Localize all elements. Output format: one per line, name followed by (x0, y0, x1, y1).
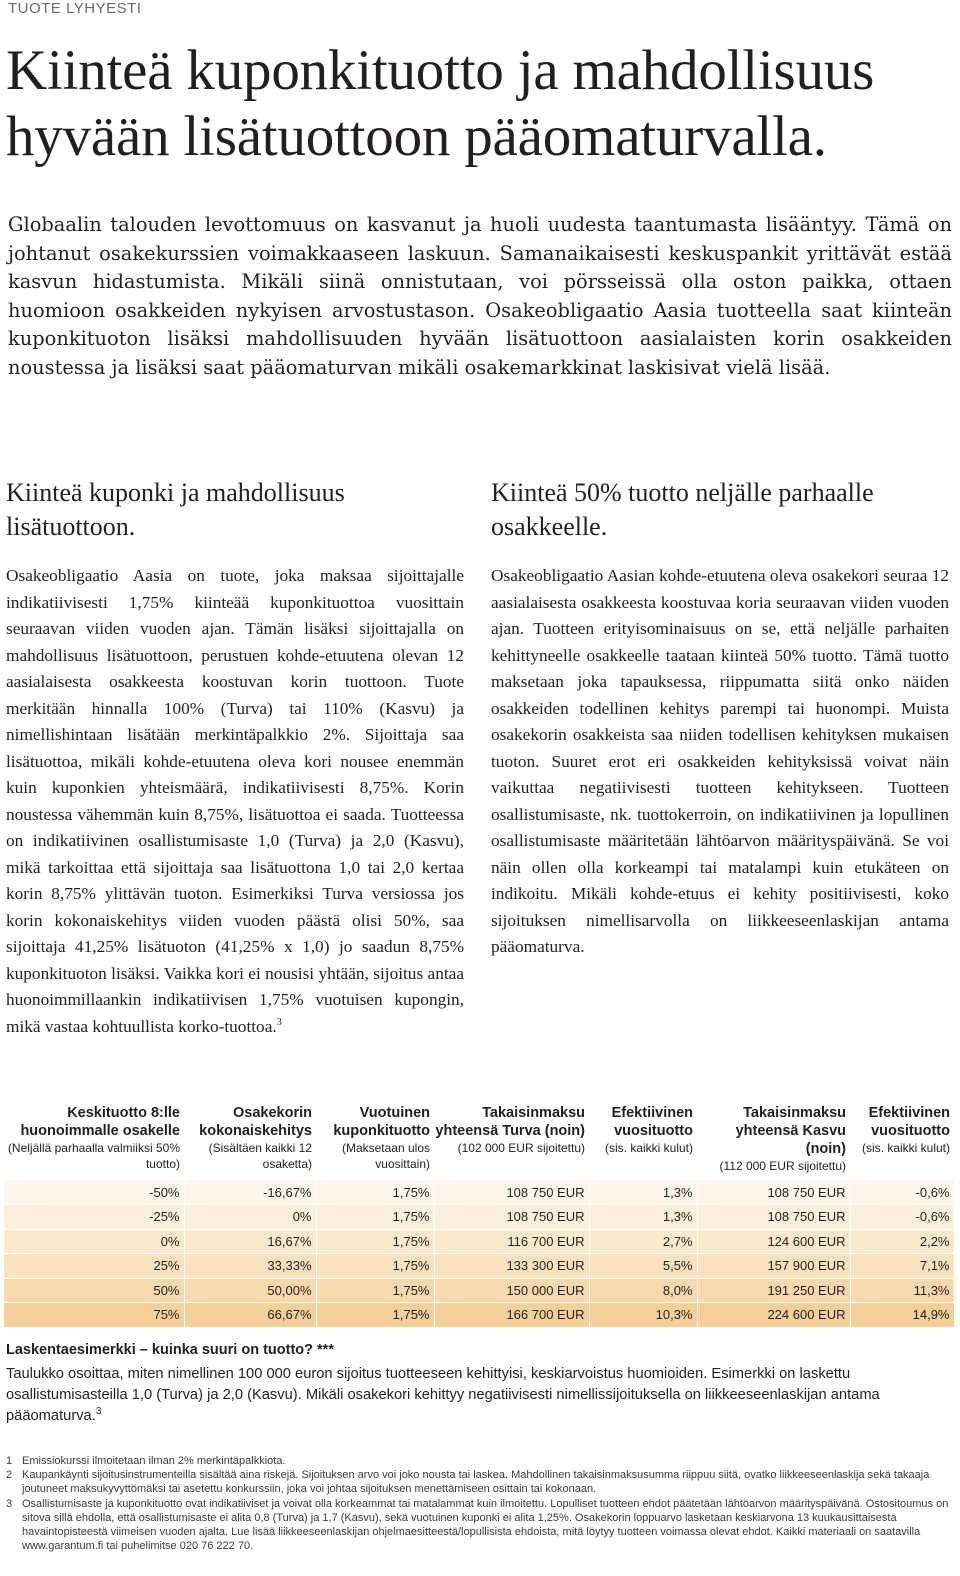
column-header-subtitle: (Maksetaan ulos vuosittain) (341, 1141, 430, 1171)
table-cell: 0% (4, 1229, 184, 1254)
right-column (491, 476, 949, 961)
table-cell: 11,3% (850, 1278, 954, 1303)
table-header (4, 1104, 954, 1180)
table-cell: 10,3% (589, 1303, 697, 1328)
table-header-row (4, 1104, 954, 1180)
column-header (434, 1104, 589, 1180)
column-header-subtitle: (112 000 EUR sijoitettu) (719, 1159, 846, 1173)
footnote-text: Osallistumisaste ja kuponkituotto ovat indikatiiviset ja voivat olla korkeammat tai matalammat kuin ilmoitettu. Lopulliset tuotteen ehdot päätetään lähtöarvon määrityspäivänä. Ostositoumus on sitova sillä ehdolla, että osallistumisaste ei alita 0,8 (Turva) ja 1,7 (Kasvu), sekä vuotuinen kuponki ei alita 1,25%. Osakekorin loppuarvo lasketaan keskiarvona 13 kuukausittaisesta havaintopisteestä viimeisen vuoden ajalta. Lue lisää liikkeeseenlaskijan ohjelmaesitteestä/lopullisista ehdoista, mitä löytyy tuotteen voimassa olevat ehdot. Kaikki materiaali on saatavilla www.garantum.fi tai puhelimitse 020 76 222 70. (22, 1497, 949, 1553)
footnote-number: 1 (6, 1455, 13, 1467)
column-header-subtitle: (Sisältäen kaikki 12 osaketta) (208, 1141, 312, 1171)
table-cell: 7,1% (850, 1254, 954, 1279)
column-header-title: Efektiivinen vuosituotto (611, 1105, 693, 1139)
table-body (4, 1180, 954, 1327)
column-header (184, 1104, 316, 1180)
table-cell: 1,75% (316, 1254, 434, 1279)
column-header (697, 1104, 850, 1180)
return-table-grid (4, 1104, 955, 1328)
column-header-title: Keskituotto 8:lle huonoimmalle osakelle (20, 1105, 180, 1139)
table-cell: 50% (4, 1278, 184, 1303)
footnote-number: 2 (6, 1469, 13, 1482)
intro-paragraph: Globaalin talouden levottomuus on kasvanut ja huoli uudesta taantumasta lisääntyy. Tämä on johtanut osakekurssien voimakkaaseen laskuun. Samanaikaisesti keskuspankit yrittävät estää kasvun hidastumista. Mikäli siinä onnistutaan, voi pörsseissä olla oston paikka, ottaen huomioon osakkeiden nykyisen arvostustason. Osakeobligaatio Aasia tuotteella saat kiinteän kuponkituoton lisäksi mahdollisuuden hyvään lisätuottoon aasialaisten korin osakkeiden noustessa ja lisäksi saat pääomaturvan mikäli osakemarkkinat laskisivat vielä lisää. (8, 213, 952, 379)
column-header (4, 1104, 184, 1180)
column-header-subtitle: (sis. kaikki kulut) (861, 1141, 950, 1155)
column-header (589, 1104, 697, 1180)
table-cell: 166 700 EUR (434, 1303, 589, 1328)
right-column-heading: Kiinteä 50% tuotto neljälle parhaalle osakkeelle. (491, 478, 874, 541)
table-cell: 1,3% (589, 1180, 697, 1205)
calculation-footnote-ref: 3 (95, 1406, 102, 1418)
table-cell: 157 900 EUR (697, 1254, 850, 1279)
calculation-text: Taulukko osoittaa, miten nimellinen 100 000 euron sijoitus tuotteeseen kehittyisi, keskiarvoistus huomioiden. Esimerkki on laskettu osallistumisasteilla 1,0 (Turva) ja 2,0 (Kasvu). Mikäli osakekori kehittyy negatiivisesti nimellissijoituksella on liikkeeseenlaskijan antama pääomaturva. (6, 1366, 880, 1424)
table-cell: 1,3% (589, 1205, 697, 1230)
right-column-body: Osakeobligaatio Aasian kohde-etuutena oleva osakekori seuraa 12 aasialaisesta osakkeesta koostuvaa koria seuraavan viiden vuoden ajan. Tuotteen erityisominaisuus on se, että neljälle parhaiten kehittyneelle osakkeelle taataan kiinteä 50% tuotto. Tämä tuotto maksetaan joka tapauksessa, riippumatta siitä onko näiden osakkeiden todellinen kehitys parempi tai huonompi. Muista osakekorin osakkeista saa niiden todellisen kehityksen mukaisen tuoton. Suuret erot eri osakkeiden kehityksissä voivat näin vaikuttaa negatiivisesti tuotteen kehitykseen. Tuotteen osallistumisaste, nk. tuottokerroin, on indikatiivinen ja lopullinen osallistumisaste määritetään lähtöarvon määrityspäivänä. Se voi näin ollen olla korkeampi tai matalampi kuin etukäteen on indikoitu. Mikäli kohde-etuus ei kehity positiivisesti, koko sijoituksen nimellisarvolla on liikkeeseenlaskijan antama pääomaturva. (491, 566, 949, 956)
left-column-text: Osakeobligaatio Aasia on tuote, joka maksaa sijoittajalle indikatiivisesti 1,75% kiinteää kuponkituottoa vuosittain seuraavan viiden vuoden ajan. Tämän lisäksi sijoittajalla on mahdollisuus lisätuottoon, perustuen kohde-etuutena olevan 12 aasialaisesta osakkeesta koostuvan korin tuottoon. Tuote merkitään hinnalla 100% (Turva) tai 110% (Kasvu) ja nimellishintaan lisätään merkintäpalkkio 2%. Sijoittaja saa lisätuottoa, mikäli kohde-etuutena oleva kori nousee enemmän kuin kuponkien yhteismäärä, indikatiivisesti 8,75%. Korin noustessa vähemmän kuin 8,75%, lisätuottoa ei saada. Tuotteessa on indikatiivinen osallistumisaste 1,0 (Turva) ja 2,0 (Kasvu), mikä tarkoittaa että sijoittaja saa lisätuottona 1,0 tai 2,0 kertaa korin 8,75% ylittävän tuoton. Esimerkiksi Turva versiossa jos korin kokonaiskehitys viiden vuoden päästä olisi 50%, saa sijoittaja 41,25% lisätuoton (41,25% x 1,0) jo saadun 8,75% kuponkituoton lisäksi. Vaikka kori ei nousisi yhtään, sijoitus antaa huonoimmillaankin indikatiivisen 1,75% vuotuisen kupongin, mikä vastaa kohtuullista korko-tuottoa. (6, 566, 464, 1036)
calculation-body (6, 1364, 952, 1427)
table-cell: 116 700 EUR (434, 1229, 589, 1254)
table-cell: -0,6% (850, 1180, 954, 1205)
table-cell: 25% (4, 1254, 184, 1279)
table-cell: 1,75% (316, 1303, 434, 1328)
column-header-title: Takaisinmaksu yhteensä Turva (noin) (435, 1105, 585, 1139)
footnote-text: Emissiokurssi ilmoitetaan ilman 2% merkintäpalkkiota. (22, 1455, 286, 1467)
page-title: Kiinteä kuponkituotto ja mahdollisuus hyvään lisätuottoon pääomaturvalla. (6, 39, 875, 168)
table-cell: 224 600 EUR (697, 1303, 850, 1328)
table-cell: -50% (4, 1180, 184, 1205)
table-cell: 1,75% (316, 1229, 434, 1254)
column-header-title: Osakekorin kokonaiskehitys (199, 1105, 312, 1139)
footnote-text: Kaupankäynti sijoitusinstrumenteilla sisältää aina riskejä. Sijoituksen arvo voi joko nousta tai laskea. Mahdollinen takaisinmaksusumma riippuu siitä, ovatko liikkeeseenlaskija sekä takaaja joutuneet maksukyvyttömäksi tai asetettu konkurssiin, joka voi johtaa sijoituksen menettämiseen osittain tai kokonaan. (22, 1469, 930, 1496)
table-row (4, 1254, 954, 1279)
left-column-body (6, 563, 464, 1040)
left-column-heading: Kiinteä kuponki ja mahdollisuus lisätuottoon. (6, 478, 345, 541)
calculation-example (6, 1340, 952, 1427)
table-cell: 33,33% (184, 1254, 316, 1279)
footnote-number: 3 (6, 1497, 13, 1510)
table-cell: -16,67% (184, 1180, 316, 1205)
table-cell: 191 250 EUR (697, 1278, 850, 1303)
section-kicker: TUOTE LYHYESTI (8, 0, 142, 17)
table-cell: -0,6% (850, 1205, 954, 1230)
table-cell: 66,67% (184, 1303, 316, 1328)
table-cell: 2,2% (850, 1229, 954, 1254)
footnote (6, 1454, 952, 1468)
table-row (4, 1303, 954, 1328)
table-cell: 1,75% (316, 1180, 434, 1205)
table-cell: 108 750 EUR (697, 1205, 850, 1230)
left-column-footnote-ref: 3 (276, 1016, 282, 1028)
column-header (850, 1104, 954, 1180)
footnote (6, 1497, 952, 1554)
table-cell: 1,75% (316, 1205, 434, 1230)
table-cell: 75% (4, 1303, 184, 1328)
table-cell: 16,67% (184, 1229, 316, 1254)
calculation-heading: Laskentaesimerkki – kuinka suuri on tuotto? *** (6, 1342, 334, 1358)
table-cell: 124 600 EUR (697, 1229, 850, 1254)
table-row (4, 1278, 954, 1303)
return-table (4, 1104, 954, 1328)
table-cell: -25% (4, 1205, 184, 1230)
column-header-title: Vuotuinen kuponkituotto (333, 1105, 430, 1139)
table-cell: 133 300 EUR (434, 1254, 589, 1279)
table-cell: 108 750 EUR (434, 1205, 589, 1230)
table-row (4, 1205, 954, 1230)
table-row (4, 1180, 954, 1205)
table-row (4, 1229, 954, 1254)
column-header-subtitle: (Neljällä parhaalla valmiiksi 50% tuotto) (7, 1141, 180, 1171)
table-cell: 2,7% (589, 1229, 697, 1254)
footnotes (6, 1454, 952, 1553)
column-header-title: Takaisinmaksu yhteensä Kasvu (noin) (735, 1105, 846, 1157)
table-cell: 108 750 EUR (434, 1180, 589, 1205)
column-header (316, 1104, 434, 1180)
table-cell: 1,75% (316, 1278, 434, 1303)
left-column (6, 476, 464, 1040)
table-cell: 108 750 EUR (697, 1180, 850, 1205)
column-header-subtitle: (sis. kaikki kulut) (604, 1141, 693, 1155)
table-cell: 8,0% (589, 1278, 697, 1303)
column-header-title: Efektiivinen vuosituotto (868, 1105, 950, 1139)
column-header-subtitle: (102 000 EUR sijoitettu) (457, 1141, 585, 1155)
table-cell: 0% (184, 1205, 316, 1230)
table-cell: 5,5% (589, 1254, 697, 1279)
table-cell: 50,00% (184, 1278, 316, 1303)
table-cell: 14,9% (850, 1303, 954, 1328)
footnote (6, 1468, 952, 1496)
table-cell: 150 000 EUR (434, 1278, 589, 1303)
